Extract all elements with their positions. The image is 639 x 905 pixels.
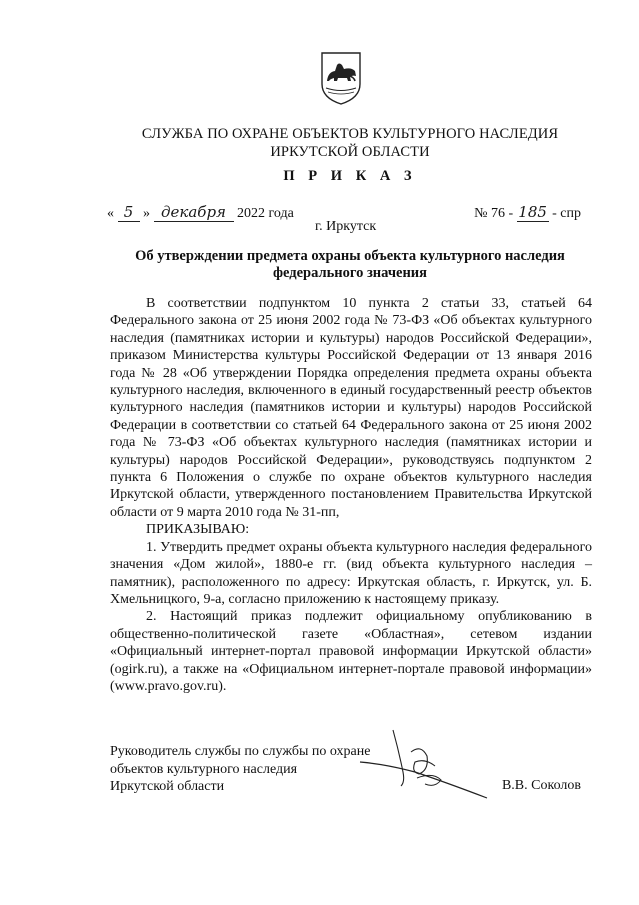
subject-line-2: федерального значения (272, 265, 427, 281)
order-word: ПРИКАЗЫВАЮ: (146, 522, 250, 538)
city: г. Иркутск (315, 219, 377, 234)
date-day: 5 (118, 203, 140, 222)
agency-line-1: СЛУЖБА ПО ОХРАНЕ ОБЪЕКТОВ КУЛЬТУРНОГО НАСЛЕДИЯ (141, 126, 559, 142)
signer-name: В.В. Соколов (501, 778, 581, 793)
date-close-quote: » (143, 206, 150, 221)
agency-name (100, 125, 600, 161)
order-date (107, 203, 294, 222)
preamble-paragraph: В соответствии подпунктом 10 пункта 2 статьи 33, статьей 64 Федерального закона от 25 июня 2002 года № 73-ФЗ «Об объектах культурного наследия (памятниках истории и культуры) народов Российской Федерации», приказом Министерства культуры Российской Федерации от 13 января 2016 года № 28 «Об утверждении Порядка определения предмета охраны объекта культурного наследия, включенного в единый государственный реестр объектов культурного наследия (памятников истории и культуры) народов Российской Федерации в соответствии со статьей 64 Федерального закона от 25 июня 2002 года № 73-ФЗ «Об объектах культурного наследия (памятниках истории и культуры) народов Российской Федерации», руководствуясь подпунктом 2 пункта 6 Положения о службе по охране объектов культурного наследия Иркутской области, утвержденного постановлением Правительства Иркутской области от 9 марта 2010 года № 31-пп, (110, 296, 592, 520)
subject-line-1: Об утверждении предмета охраны объекта культурного наследия (135, 248, 565, 264)
position-line-1: Руководитель службы по службы по охране (110, 744, 371, 759)
date-month: декабря (154, 203, 234, 222)
order-item-2: 2. Настоящий приказ подлежит официальному опубликованию в общественно-политической газете «Областная», сетевом издании «Официальный интернет-портал правовой информации Иркутской области» (ogirk.ru), а также на «Официальном интернет-портале правовой информации» (www.pravo.gov.ru). (110, 609, 592, 694)
signature-scribble (355, 722, 495, 802)
position-line-3: Иркутской области (110, 779, 225, 794)
date-open-quote: « (107, 206, 114, 221)
order-item-1: 1. Утвердить предмет охраны объекта культурного наследия федерального значения «Дом жилой», 1880-е гг. (вид объекта культурного наследия – памятник), расположенного по адресу: Иркутская область, г. Иркутск, ул. Б. Хмельницкого, 9-а, согласно приложению к настоящему приказу. (110, 539, 592, 607)
order-subject (110, 248, 590, 282)
number-suffix: - спр (552, 206, 581, 221)
position-line-2: объектов культурного наследия (110, 761, 298, 777)
coat-of-arms-icon (318, 50, 364, 106)
order-number (474, 203, 581, 222)
order-title: П Р И К А З (283, 168, 417, 184)
number-prefix: № 76 - (474, 206, 514, 221)
agency-line-2: ИРКУТСКОЙ ОБЛАСТИ (270, 144, 430, 160)
number-handwritten: 185 (518, 203, 547, 221)
date-year: 2022 года (237, 206, 294, 221)
order-body (110, 295, 592, 695)
signer-position (110, 743, 370, 796)
